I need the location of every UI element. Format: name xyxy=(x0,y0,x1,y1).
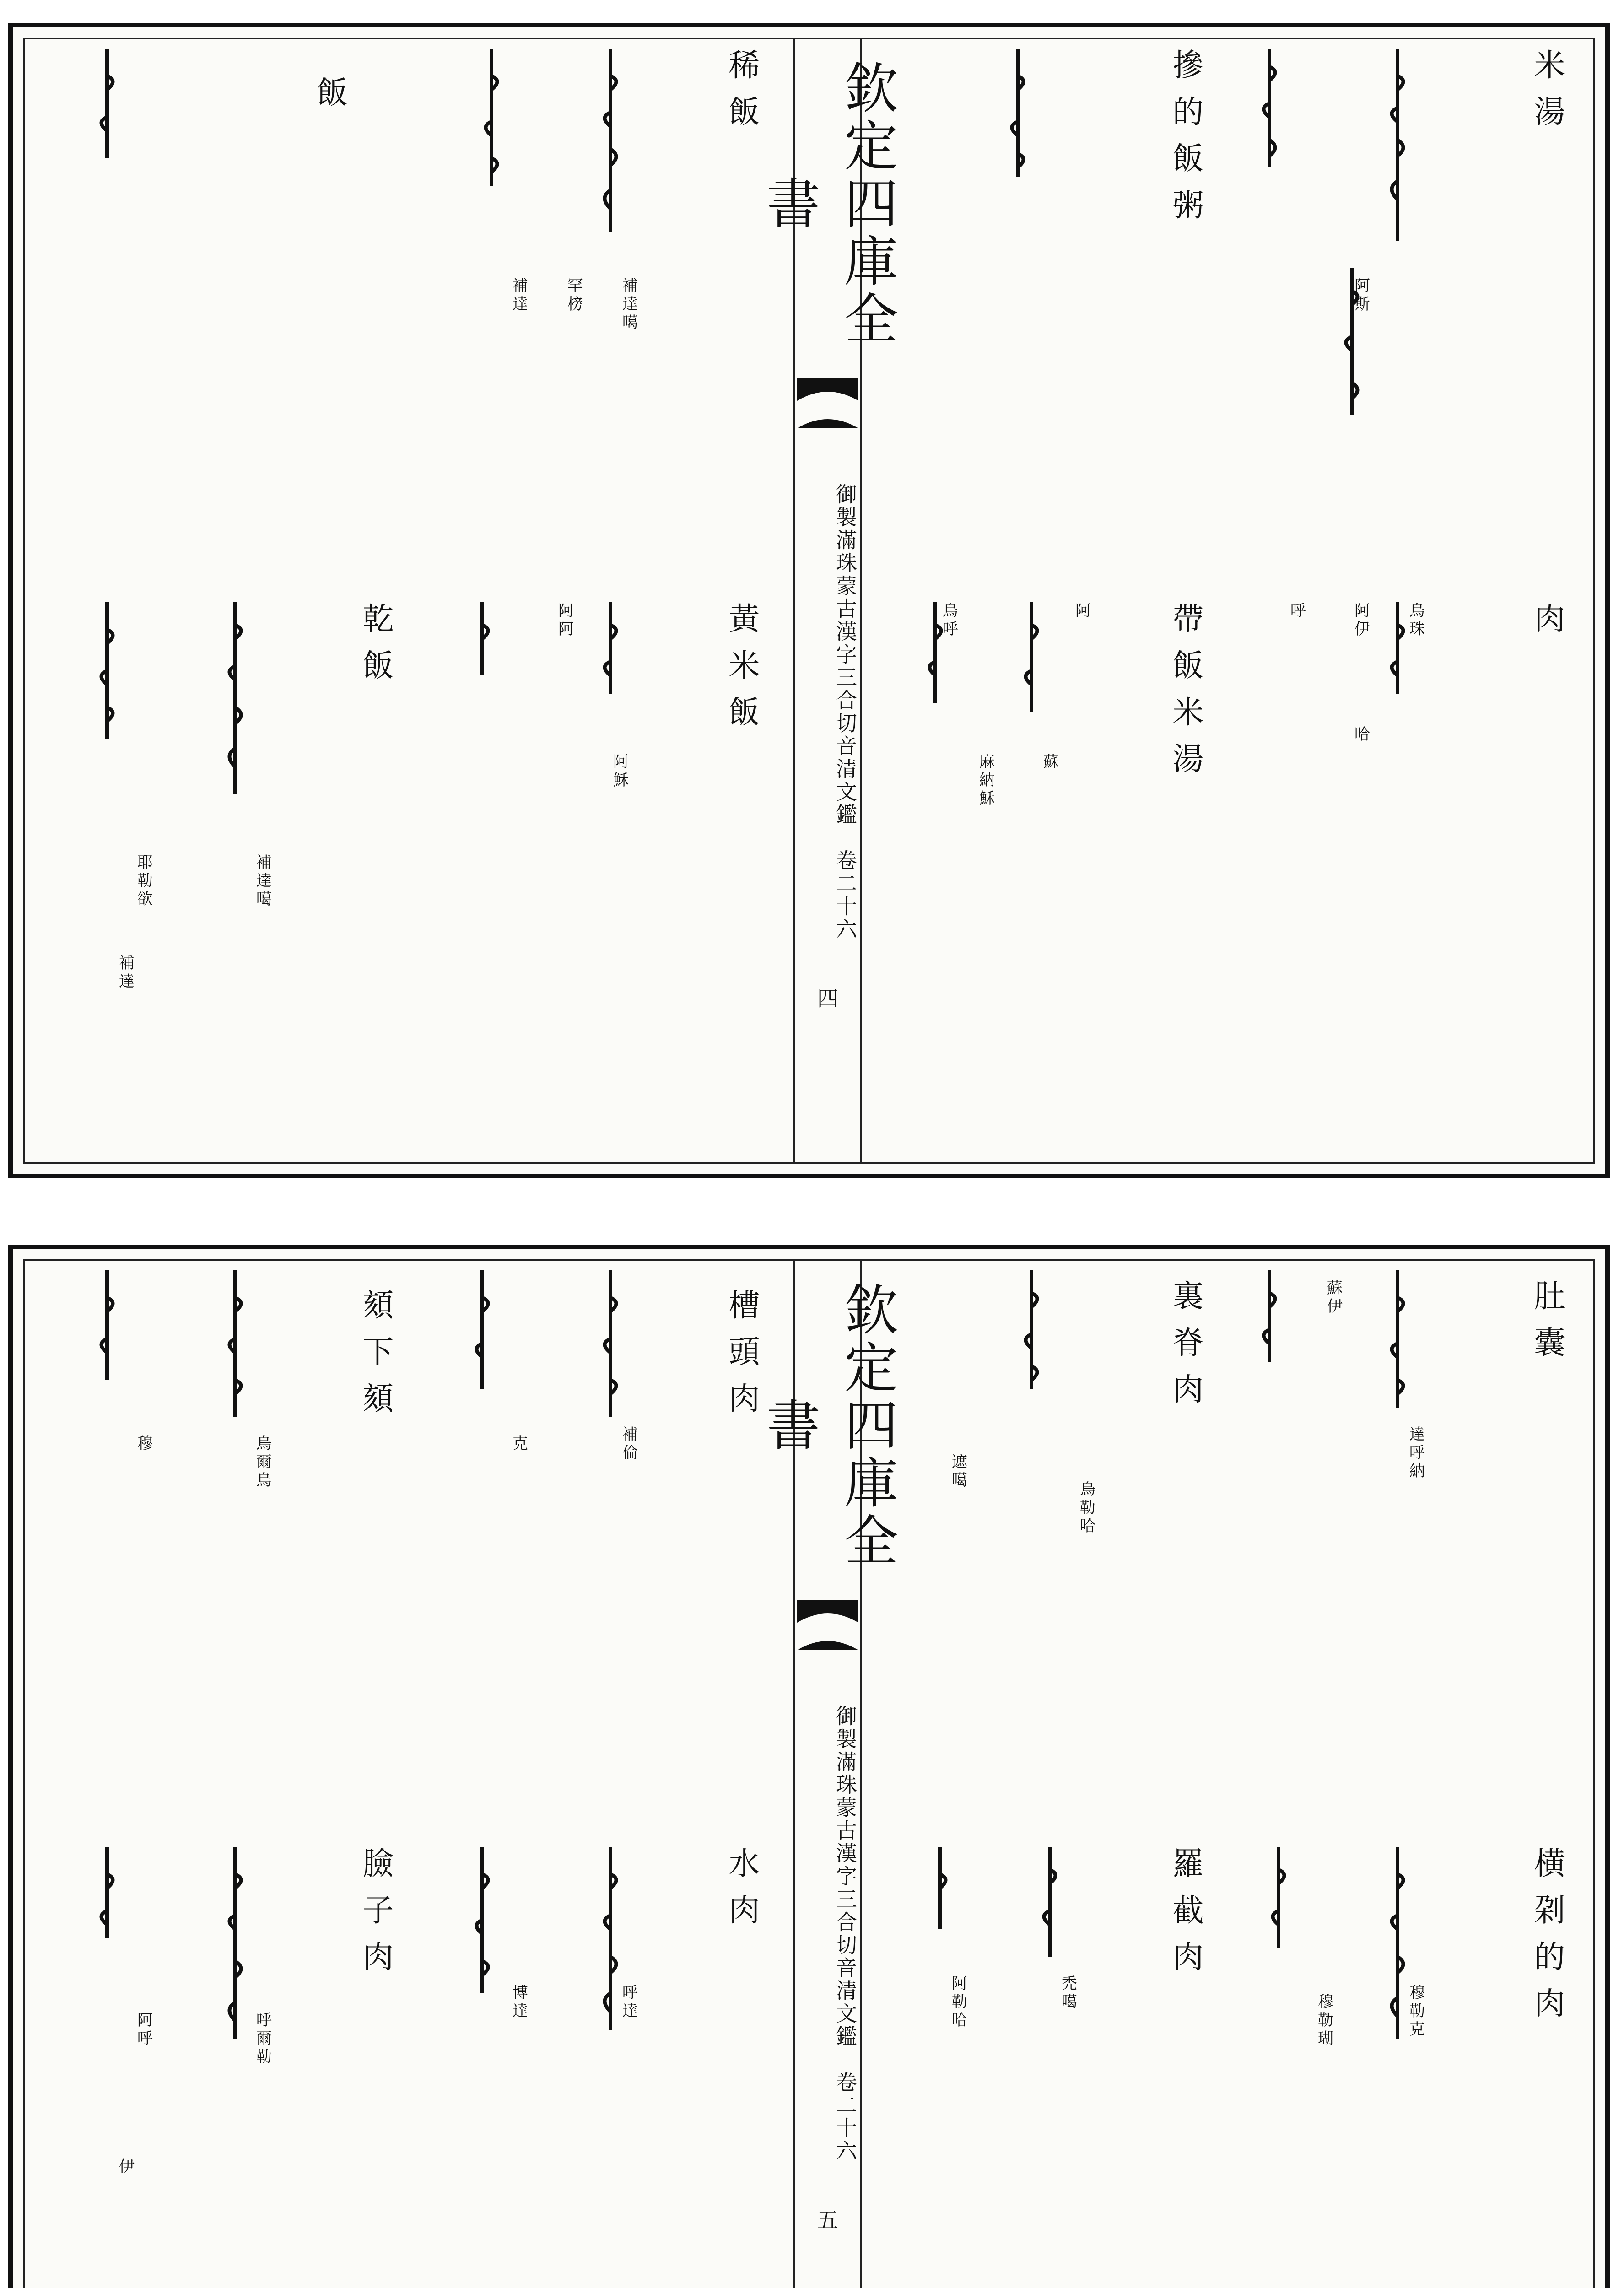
gloss: 耶勒欲 xyxy=(134,854,153,909)
bottom-page-sheet xyxy=(8,1245,1610,2288)
top-spine-page: 四 xyxy=(817,986,838,1011)
manchu-script-icon xyxy=(89,49,125,241)
manchu-script-icon xyxy=(217,1847,254,2039)
gloss: 蘇伊 xyxy=(1324,1279,1343,1316)
manchu-script-icon xyxy=(1013,1270,1050,1462)
headword: 裏脊肉 xyxy=(1167,1279,1203,1419)
manchu-script-icon xyxy=(473,49,510,241)
headword: 乾飯 xyxy=(357,602,394,696)
gloss: 阿 xyxy=(1072,602,1091,621)
manchu-script-icon xyxy=(464,1270,501,1462)
gloss: 補達噶 xyxy=(619,277,638,332)
gloss: 阿呼 xyxy=(134,2012,153,2048)
top-spine-subtitle: 御製滿珠蒙古漢字三合切音清文鑑 卷二十六 xyxy=(833,483,858,941)
headword: 黃米飯 xyxy=(723,602,760,742)
bottom-spine-page: 五 xyxy=(817,2208,838,2233)
gloss: 阿阿 xyxy=(555,602,574,639)
gloss: 補達 xyxy=(509,277,528,314)
manchu-script-icon xyxy=(89,602,125,794)
gloss: 呼達 xyxy=(619,1984,638,2021)
gloss: 穆勒克 xyxy=(1406,1984,1425,2039)
gloss: 遮噶 xyxy=(949,1453,967,1490)
gloss: 呼爾勒 xyxy=(253,2012,272,2067)
fish-tail-ornament-icon xyxy=(797,378,858,428)
gloss: 穆勒瑚 xyxy=(1315,1993,1333,2048)
headword: 米湯 xyxy=(1529,49,1565,142)
gloss: 禿噶 xyxy=(1058,1975,1077,2012)
gloss: 達呼納 xyxy=(1406,1426,1425,1481)
gloss: 補達噶 xyxy=(253,854,272,909)
gloss: 博達 xyxy=(509,1984,528,2021)
manchu-script-icon xyxy=(464,1847,501,2039)
manchu-script-icon xyxy=(1251,1270,1288,1462)
headword: 肚囊 xyxy=(1529,1279,1565,1373)
manchu-script-icon xyxy=(464,602,501,794)
gloss: 烏勒哈 xyxy=(1077,1481,1095,1536)
top-spine xyxy=(757,39,898,1162)
bottom-page-frame xyxy=(23,1259,1595,2288)
headword: 水肉 xyxy=(723,1847,760,1940)
gloss: 哈 xyxy=(1351,726,1370,744)
manchu-script-icon xyxy=(999,49,1036,241)
manchu-script-icon xyxy=(217,602,254,794)
gloss: 麻納穌 xyxy=(976,753,995,808)
gloss: 阿伊 xyxy=(1351,602,1370,639)
manchu-script-icon xyxy=(1260,1847,1297,2039)
headword: 横刴的肉 xyxy=(1529,1847,1565,2034)
gloss: 克 xyxy=(509,1435,528,1453)
manchu-script-icon xyxy=(89,1270,125,1462)
headword: 槽頭肉 xyxy=(723,1289,760,1429)
headword: 飯 xyxy=(312,76,348,123)
headword: 羅截肉 xyxy=(1167,1847,1203,1987)
gloss: 穆 xyxy=(134,1435,153,1453)
manchu-script-icon xyxy=(592,49,629,241)
gloss: 阿斯 xyxy=(1351,277,1370,314)
manchu-script-icon xyxy=(1379,49,1416,241)
top-page-frame xyxy=(23,38,1595,1164)
gloss: 呼 xyxy=(1287,602,1306,621)
gloss: 蘇 xyxy=(1040,753,1059,772)
fish-tail-ornament-icon xyxy=(797,1600,858,1650)
manchu-script-icon xyxy=(89,1847,125,2039)
gloss: 烏爾烏 xyxy=(253,1435,272,1490)
headword: 肉 xyxy=(1529,602,1565,649)
gloss: 烏呼 xyxy=(939,602,958,639)
top-spine-title: 欽定四庫全書 xyxy=(757,60,898,348)
gloss: 阿穌 xyxy=(610,753,629,790)
gloss: 伊 xyxy=(116,2158,135,2176)
manchu-script-icon xyxy=(217,1270,254,1462)
headword: 臉子肉 xyxy=(357,1847,394,1987)
top-page-sheet xyxy=(8,23,1610,1178)
headword: 摻的飯粥 xyxy=(1167,49,1203,235)
gloss: 罕榜 xyxy=(564,277,583,314)
gloss: 補倫 xyxy=(619,1426,638,1462)
bottom-spine-title: 欽定四庫全書 xyxy=(757,1282,898,1570)
headword: 稀飯 xyxy=(723,49,760,142)
headword: 帶飯米湯 xyxy=(1167,602,1203,789)
bottom-spine xyxy=(757,1261,898,2288)
headword: 頦下頦 xyxy=(357,1289,394,1429)
gloss: 阿勒哈 xyxy=(949,1975,967,2030)
manchu-script-icon xyxy=(1251,49,1288,241)
bottom-spine-subtitle: 御製滿珠蒙古漢字三合切音清文鑑 卷二十六 xyxy=(833,1705,858,2163)
gloss: 烏珠 xyxy=(1406,602,1425,639)
gloss: 補達 xyxy=(116,955,135,991)
